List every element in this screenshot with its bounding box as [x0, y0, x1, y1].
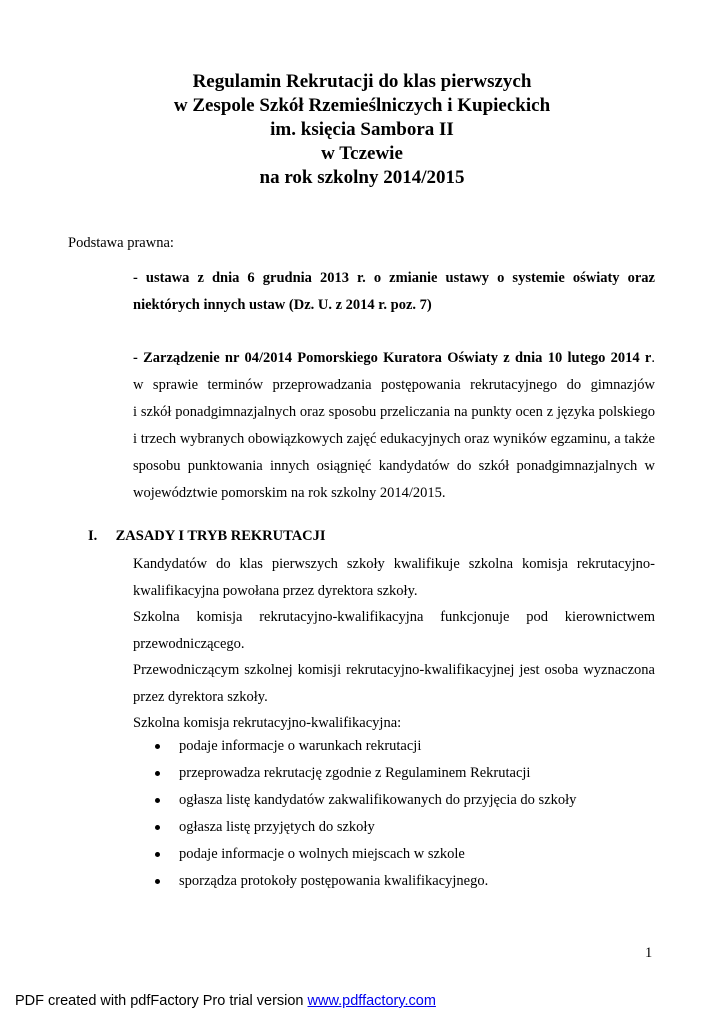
bullet-icon — [155, 798, 160, 803]
commission-duties-list — [155, 733, 576, 895]
list-item — [155, 841, 576, 868]
legal-basis-item-1 — [133, 265, 655, 319]
pdf-footer — [15, 993, 436, 1009]
section-title: ZASADY I TRYB REKRUTACJI — [115, 528, 326, 544]
section-body-line: przewodniczącego. — [133, 635, 245, 652]
section-body-line: Szkolna komisja rekrutacyjno-kwalifikacyjna funkcjonuje pod kierownictwem — [133, 609, 655, 625]
list-item — [155, 787, 576, 814]
document-title — [60, 70, 664, 190]
list-item-text: sporządza protokoły postępowania kwalifikacyjnego. — [179, 873, 489, 889]
legal-basis-item-2-line: sposobu punktowania innych osiągnięć kandydatów do szkół ponadgimnazjalnych w — [133, 458, 655, 474]
bullet-icon — [155, 825, 160, 830]
bullet-icon — [155, 744, 160, 749]
title-line: Regulamin Rekrutacji do klas pierwszych — [192, 71, 532, 92]
legal-basis-item-2-line: i trzech wybranych obowiązkowych zajęć edukacyjnych oraz wyników egzaminu, a także — [133, 431, 655, 447]
section-body-line: przez dyrektora szkoły. — [133, 688, 268, 705]
bullet-icon — [155, 771, 160, 776]
list-item — [155, 814, 576, 841]
list-item-text: ogłasza listę kandydatów zakwalifikowanych do przyjęcia do szkoły — [179, 792, 577, 808]
section-body-line: Przewodniczącym szkolnej komisji rekrutacyjno-kwalifikacyjnej jest osoba wyznaczona — [133, 662, 655, 678]
section-body-line: Kandydatów do klas pierwszych szkoły kwalifikuje szkolna komisja rekrutacyjno- — [133, 556, 655, 572]
list-item-text: przeprowadza rekrutację zgodnie z Regulaminem Rekrutacji — [179, 765, 531, 781]
section-body — [133, 551, 655, 737]
legal-basis-item-2-line: województwie pomorskim na rok szkolny 2014/2015. — [133, 485, 446, 501]
title-line: im. księcia Sambora II — [270, 119, 454, 140]
page-number: 1 — [645, 945, 653, 961]
legal-basis-item-2-line: i szkół ponadgimnazjalnych oraz sposobu przeliczania na punkty ocen z języka polskiego — [133, 404, 655, 420]
list-item-text: podaje informacje o wolnych miejscach w szkole — [179, 846, 465, 862]
legal-basis-item-1-line: - ustawa z dnia 6 grudnia 2013 r. o zmianie ustawy o systemie oświaty oraz — [133, 270, 655, 286]
legal-basis-item-2-line: w sprawie terminów przeprowadzania postępowania rekrutacyjnego do gimnazjów — [133, 377, 655, 393]
section-body-line: Szkolna komisja rekrutacyjno-kwalifikacyjna: — [133, 715, 402, 731]
footer-text: PDF created with pdfFactory Pro trial version — [15, 993, 308, 1009]
list-item — [155, 733, 576, 760]
list-item — [155, 760, 576, 787]
list-item-text: ogłasza listę przyjętych do szkoły — [179, 819, 375, 835]
section-heading — [88, 525, 326, 547]
section-number: I. — [88, 528, 98, 544]
legal-basis-item-2 — [133, 345, 655, 507]
section-body-line: kwalifikacyjna powołana przez dyrektora szkoły. — [133, 582, 418, 599]
title-line: na rok szkolny 2014/2015 — [259, 167, 465, 188]
legal-basis-item-1-line: niektórych innych ustaw (Dz. U. z 2014 r. poz. 7) — [133, 297, 432, 313]
bullet-icon — [155, 879, 160, 884]
title-line: w Tczewie — [321, 143, 403, 164]
legal-basis-item-2-heading — [133, 345, 655, 372]
regulation-title-end: . — [651, 350, 655, 366]
regulation-title: - Zarządzenie nr 04/2014 Pomorskiego Kuratora Oświaty z dnia 10 lutego 2014 r — [133, 350, 652, 366]
title-line: w Zespole Szkół Rzemieślniczych i Kupieckich — [173, 95, 551, 116]
list-item — [155, 868, 576, 895]
legal-basis-label: Podstawa prawna: — [68, 235, 174, 251]
list-item-text: podaje informacje o warunkach rekrutacji — [179, 738, 422, 754]
pdffactory-link[interactable]: www.pdffactory.com — [307, 993, 436, 1009]
bullet-icon — [155, 852, 160, 857]
